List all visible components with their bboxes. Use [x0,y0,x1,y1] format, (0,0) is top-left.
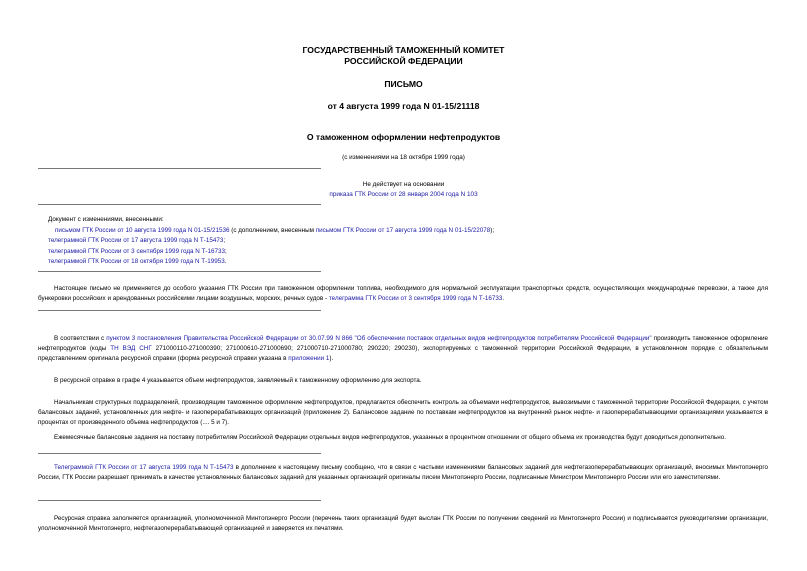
separator-2 [38,204,321,205]
changes-item-2: телеграммой ГТК России от 17 августа 1999 года N Т-15473; [48,237,226,244]
amendment-note: (с изменениями на 18 октября 1999 года) [342,154,465,161]
doc-title: О таможенном оформлении нефтепродуктов [306,132,501,142]
changes-item-3: телеграммой ГТК России от 3 сентября 1999 года N Т-16733; [48,248,227,255]
changes-item-1: письмом ГТК России от 10 августа 1999 года N 01-15/21536 (с дополнением, внесенным письмом ГТК России от 17 августа 1999 года N 01-15/22078); [55,227,495,234]
paragraph-4: Ежемесячные балансовые задания на поставку потребителям Российской Федерации отдельных видов нефтепродуктов, указанных в процентном отношении от общего объема их производства будут доводиться дополнительно. [54,434,726,441]
changes-link-2[interactable]: телеграммой ГТК России от 17 августа 1999 года N Т-15473 [48,237,224,244]
paragraph-6: Ресурсная справка заполняется организацией, уполномоченной Минтопэнерго России (перечень таких организаций будет выслан ГТК России по получении сведений из Минтопэнерго России) и подписывается руководителями организации, уполномоченной Минтопэнерго, нефтегазоперерабатывающей организацией и заверяется их печатями. [38,515,768,533]
separator-6 [38,500,321,501]
paragraph-2: В ресурсной справке в графе 4 указывается объем нефтепродуктов, заявляемый к таможенному оформлению для экспорта. [54,377,422,384]
paragraph-3: Начальникам структурных подразделений, производящим таможенное оформление нефтепродуктов, предлагается обеспечить контроль за объемами нефтепродуктов, вывозимыми с таможенной территории Российской Федерации, с учетом балансовых заданий, установленных для нефте- и газоперерабатывающих организаций (приложение 2). Балансовое задание по поставкам нефтепродуктов на внутренний рынок нефте- и газоперерабатывающими организациями указывается в процентах от произведенного объема нефтепродуктов (.... 5 и 7). [38,399,768,427]
org-name-line2: РОССИЙСКОЙ ФЕДЕРАЦИИ [344,56,463,66]
para1-link-1[interactable]: пунктом 3 постановления Правительства Российской Федерации от 30.07.99 N 866 "Об обеспечении поставок отдельных видов нефтепродуктов потребителям Российской Федерации" [106,335,652,342]
para5-link[interactable]: Телеграммой ГТК России от 17 августа 1999 года N Т-15473 [54,464,234,471]
changes-link-3[interactable]: телеграммой ГТК России от 3 сентября 1999 года N Т-16733 [48,248,226,255]
paragraph-1: В соответствии с пунктом 3 постановления Правительства Российской Федерации от 30.07.99 N 866 "Об обеспечении поставок отдельных видов нефтепродуктов потребителям Российской Федерации" производить таможенное оформление нефтепродуктов (коды ТН ВЭД СНГ 271000110-271000390; 271000610-271000690; 271000710-271000780; 290220; 290230), экспортируемых с таможенной территории Российской Федерации, в установленном порядке с обязательным представлением оригинала ресурсной справки (форма ресурсной справки указана в приложении 1). [38,335,769,363]
doc-date-number: от 4 августа 1999 года N 01-15/21118 [327,101,480,111]
changes-intro: Документ с изменениями, внесенными: [48,216,164,223]
para0-link[interactable]: телеграмма ГТК России от 3 сентября 1999 года N Т-16733 [328,295,503,303]
changes-item-4: телеграммой ГТК России от 18 октября 1999 года N Т-19953. [48,258,227,265]
separator-1 [38,168,321,169]
paragraph-0: Настоящее письмо не применяется до особого указания ГТК России при таможенном оформлении топлива, необходимого для нормальной эксплуатации транспортных средств, осуществляющих международные перевозки, а также для бункеровки российских и арендованных российскими лицами воздушных, морских, речных судов - телеграмма ГТК России от 3 сентября 1999 года N Т-16733. [38,285,768,303]
changes-link-1[interactable]: письмом ГТК России от 10 августа 1999 года N 01-15/21536 [55,227,230,234]
separator-5 [38,453,321,454]
separator-3 [38,271,321,272]
status-link[interactable]: приказа ГТК России от 28 января 2004 года N 103 [329,191,478,198]
changes-link-4[interactable]: телеграммой ГТК России от 18 октября 1999 года N Т-19953 [48,258,225,265]
para1-link-3[interactable]: приложении 1 [288,355,330,363]
para1-link-2[interactable]: ТН ВЭД СНГ [110,345,152,353]
paragraph-5: Телеграммой ГТК России от 17 августа 1999 года N Т-15473 в дополнение к настоящему письму сообщено, что в связи с частыми изменениями балансовых заданий для нефтегазоперерабатывающих организаций, вносимых Минтопэнерго России, ГТК России разрешает принимать в качестве установленных балансовых заданий для указанных организаций оригиналы писем Минтопэнерго России, подписанные Министром Минтопэнерго России или его заместителями. [38,464,768,482]
org-name-line1: ГОСУДАРСТВЕННЫЙ ТАМОЖЕННЫЙ КОМИТЕТ [302,45,505,55]
doc-type: ПИСЬМО [384,79,423,89]
changes-link-1b[interactable]: письмом ГТК России от 17 августа 1999 года N 01-15/22078 [315,227,491,234]
separator-4 [38,310,321,311]
status-line: Не действует на основании [362,181,445,188]
